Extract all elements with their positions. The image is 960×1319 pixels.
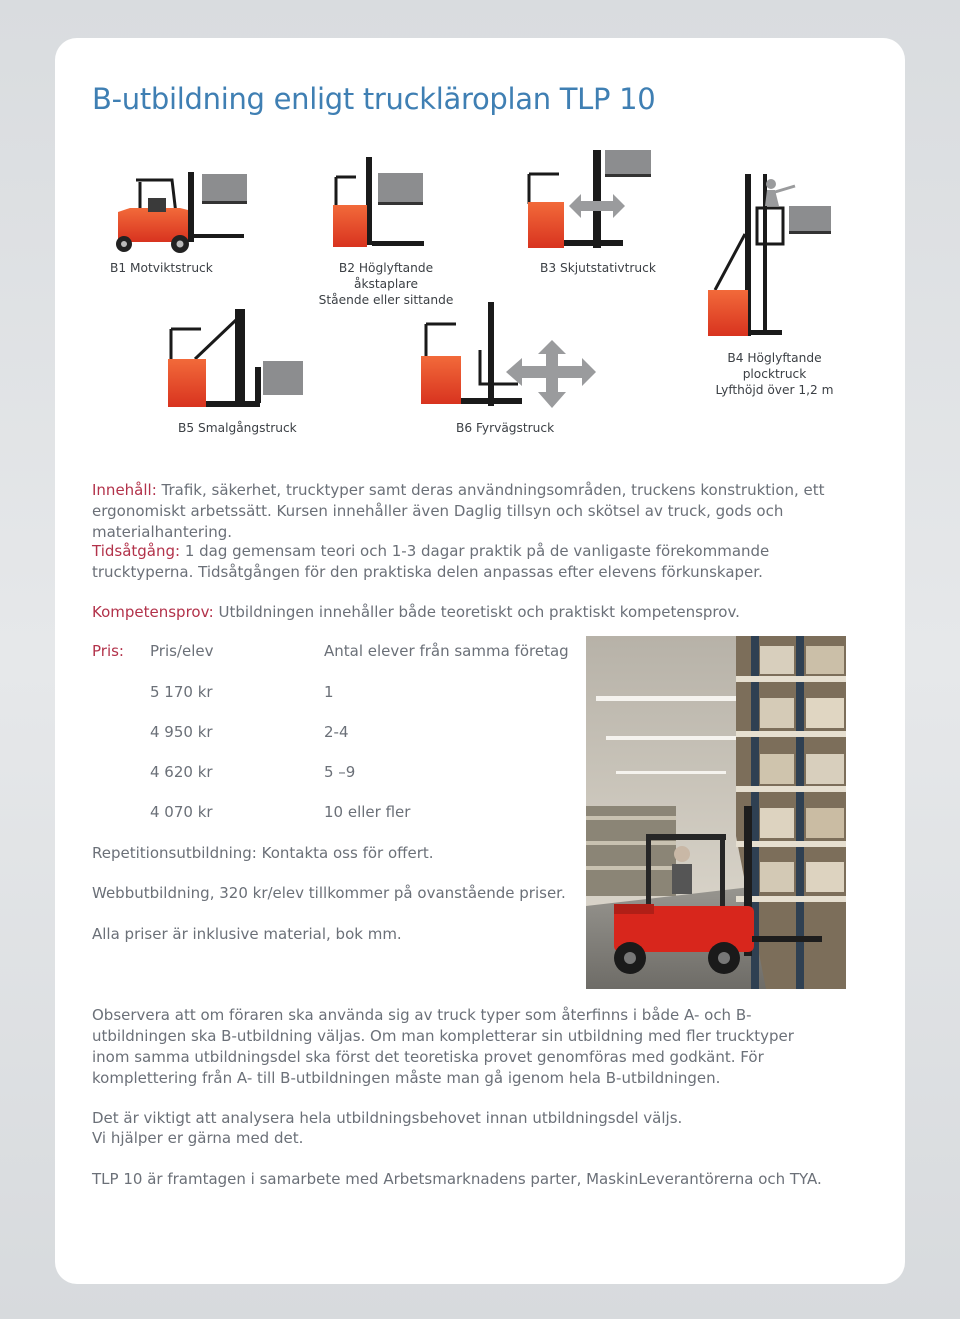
b6-truck-illustration <box>418 300 598 412</box>
price-col2-header: Antal elever från samma företag <box>324 642 569 660</box>
duration-text: 1 dag gemensam teori och 1-3 dagar praktik på de vanligaste förekommande trucktyperna. Tidsåtgången för den praktiska delen anpassas efter elevens förkunskaper. <box>92 542 770 581</box>
b3-truck-illustration <box>525 148 655 252</box>
count-cell: 2-4 <box>324 723 349 741</box>
note-web: Webbutbildning, 320 kr/elev tillkommer på ovanstående priser. <box>92 884 566 902</box>
table-row <box>92 683 572 704</box>
duration-section <box>92 541 837 583</box>
note-repetition: Repetitionsutbildning: Kontakta oss för offert. <box>92 844 434 862</box>
observe-paragraph: Observera att om föraren ska använda sig av truck typer som återfinns i både A- och B-utbildningen ska B-utbildning väljas. Om man kompletterar sin utbildning med fler trucktyper inom samma utbildningsdel ska först det teoretiska provet genomföras med godkänt. För komplettering från A- till B-utbildningen måste man gå igenom hela B-utbildningen. <box>92 1006 794 1087</box>
analyze-line-1: Det är viktigt att analysera hela utbildningsbehovet innan utbildningsdel väljs. <box>92 1109 683 1127</box>
b2-caption: B2 Höglyftande åkstaplare Stående eller sittande <box>318 261 454 307</box>
price-label: Pris: <box>92 642 124 660</box>
b4-truck-illustration <box>705 172 835 342</box>
price-col1-header: Pris/elev <box>150 642 214 660</box>
table-row <box>92 723 572 744</box>
test-section <box>92 602 837 623</box>
price-cell: 4 950 kr <box>150 723 213 741</box>
price-header <box>92 642 572 663</box>
count-cell: 1 <box>324 683 334 701</box>
page-title: B-utbildning enligt truckläroplan TLP 10 <box>92 82 656 116</box>
table-row <box>92 763 572 784</box>
price-cell: 4 070 kr <box>150 803 213 821</box>
content-text: Trafik, säkerhet, trucktyper samt deras användningsområden, truckens konstruktion, ett ergonomiskt arbetssätt. Kursen innehåller även Daglig tillsyn och skötsel av truck, gods och materialhantering. <box>92 481 825 541</box>
content-label: Innehåll: <box>92 481 157 499</box>
price-cell: 5 170 kr <box>150 683 213 701</box>
duration-label: Tidsåtgång: <box>92 542 181 560</box>
table-row <box>92 803 572 824</box>
b5-caption: B5 Smalgångstruck <box>178 421 297 435</box>
content-section <box>92 480 837 543</box>
price-cell: 4 620 kr <box>150 763 213 781</box>
warehouse-photo <box>586 636 846 989</box>
test-text: Utbildningen innehåller både teoretiskt och praktiskt kompetensprov. <box>213 603 740 621</box>
analyze-line-2: Vi hjälper er gärna med det. <box>92 1129 304 1147</box>
b1-caption: B1 Motviktstruck <box>110 261 213 275</box>
b4-caption: B4 Höglyftande plocktruck Lyfthöjd över 1,2 m <box>715 351 834 397</box>
footer-note: TLP 10 är framtagen i samarbete med Arbetsmarknadens parter, MaskinLeverantörerna och TYA. <box>92 1170 822 1188</box>
test-label: Kompetensprov: <box>92 603 214 621</box>
b3-caption: B3 Skjutstativtruck <box>540 261 656 275</box>
count-cell: 5 –9 <box>324 763 356 781</box>
b2-truck-illustration <box>330 155 430 250</box>
b5-truck-illustration <box>165 305 310 413</box>
note-material: Alla priser är inklusive material, bok mm. <box>92 925 402 943</box>
b1-truck-illustration <box>110 170 250 254</box>
count-cell: 10 eller fler <box>324 803 411 821</box>
b6-caption: B6 Fyrvägstruck <box>456 421 555 435</box>
